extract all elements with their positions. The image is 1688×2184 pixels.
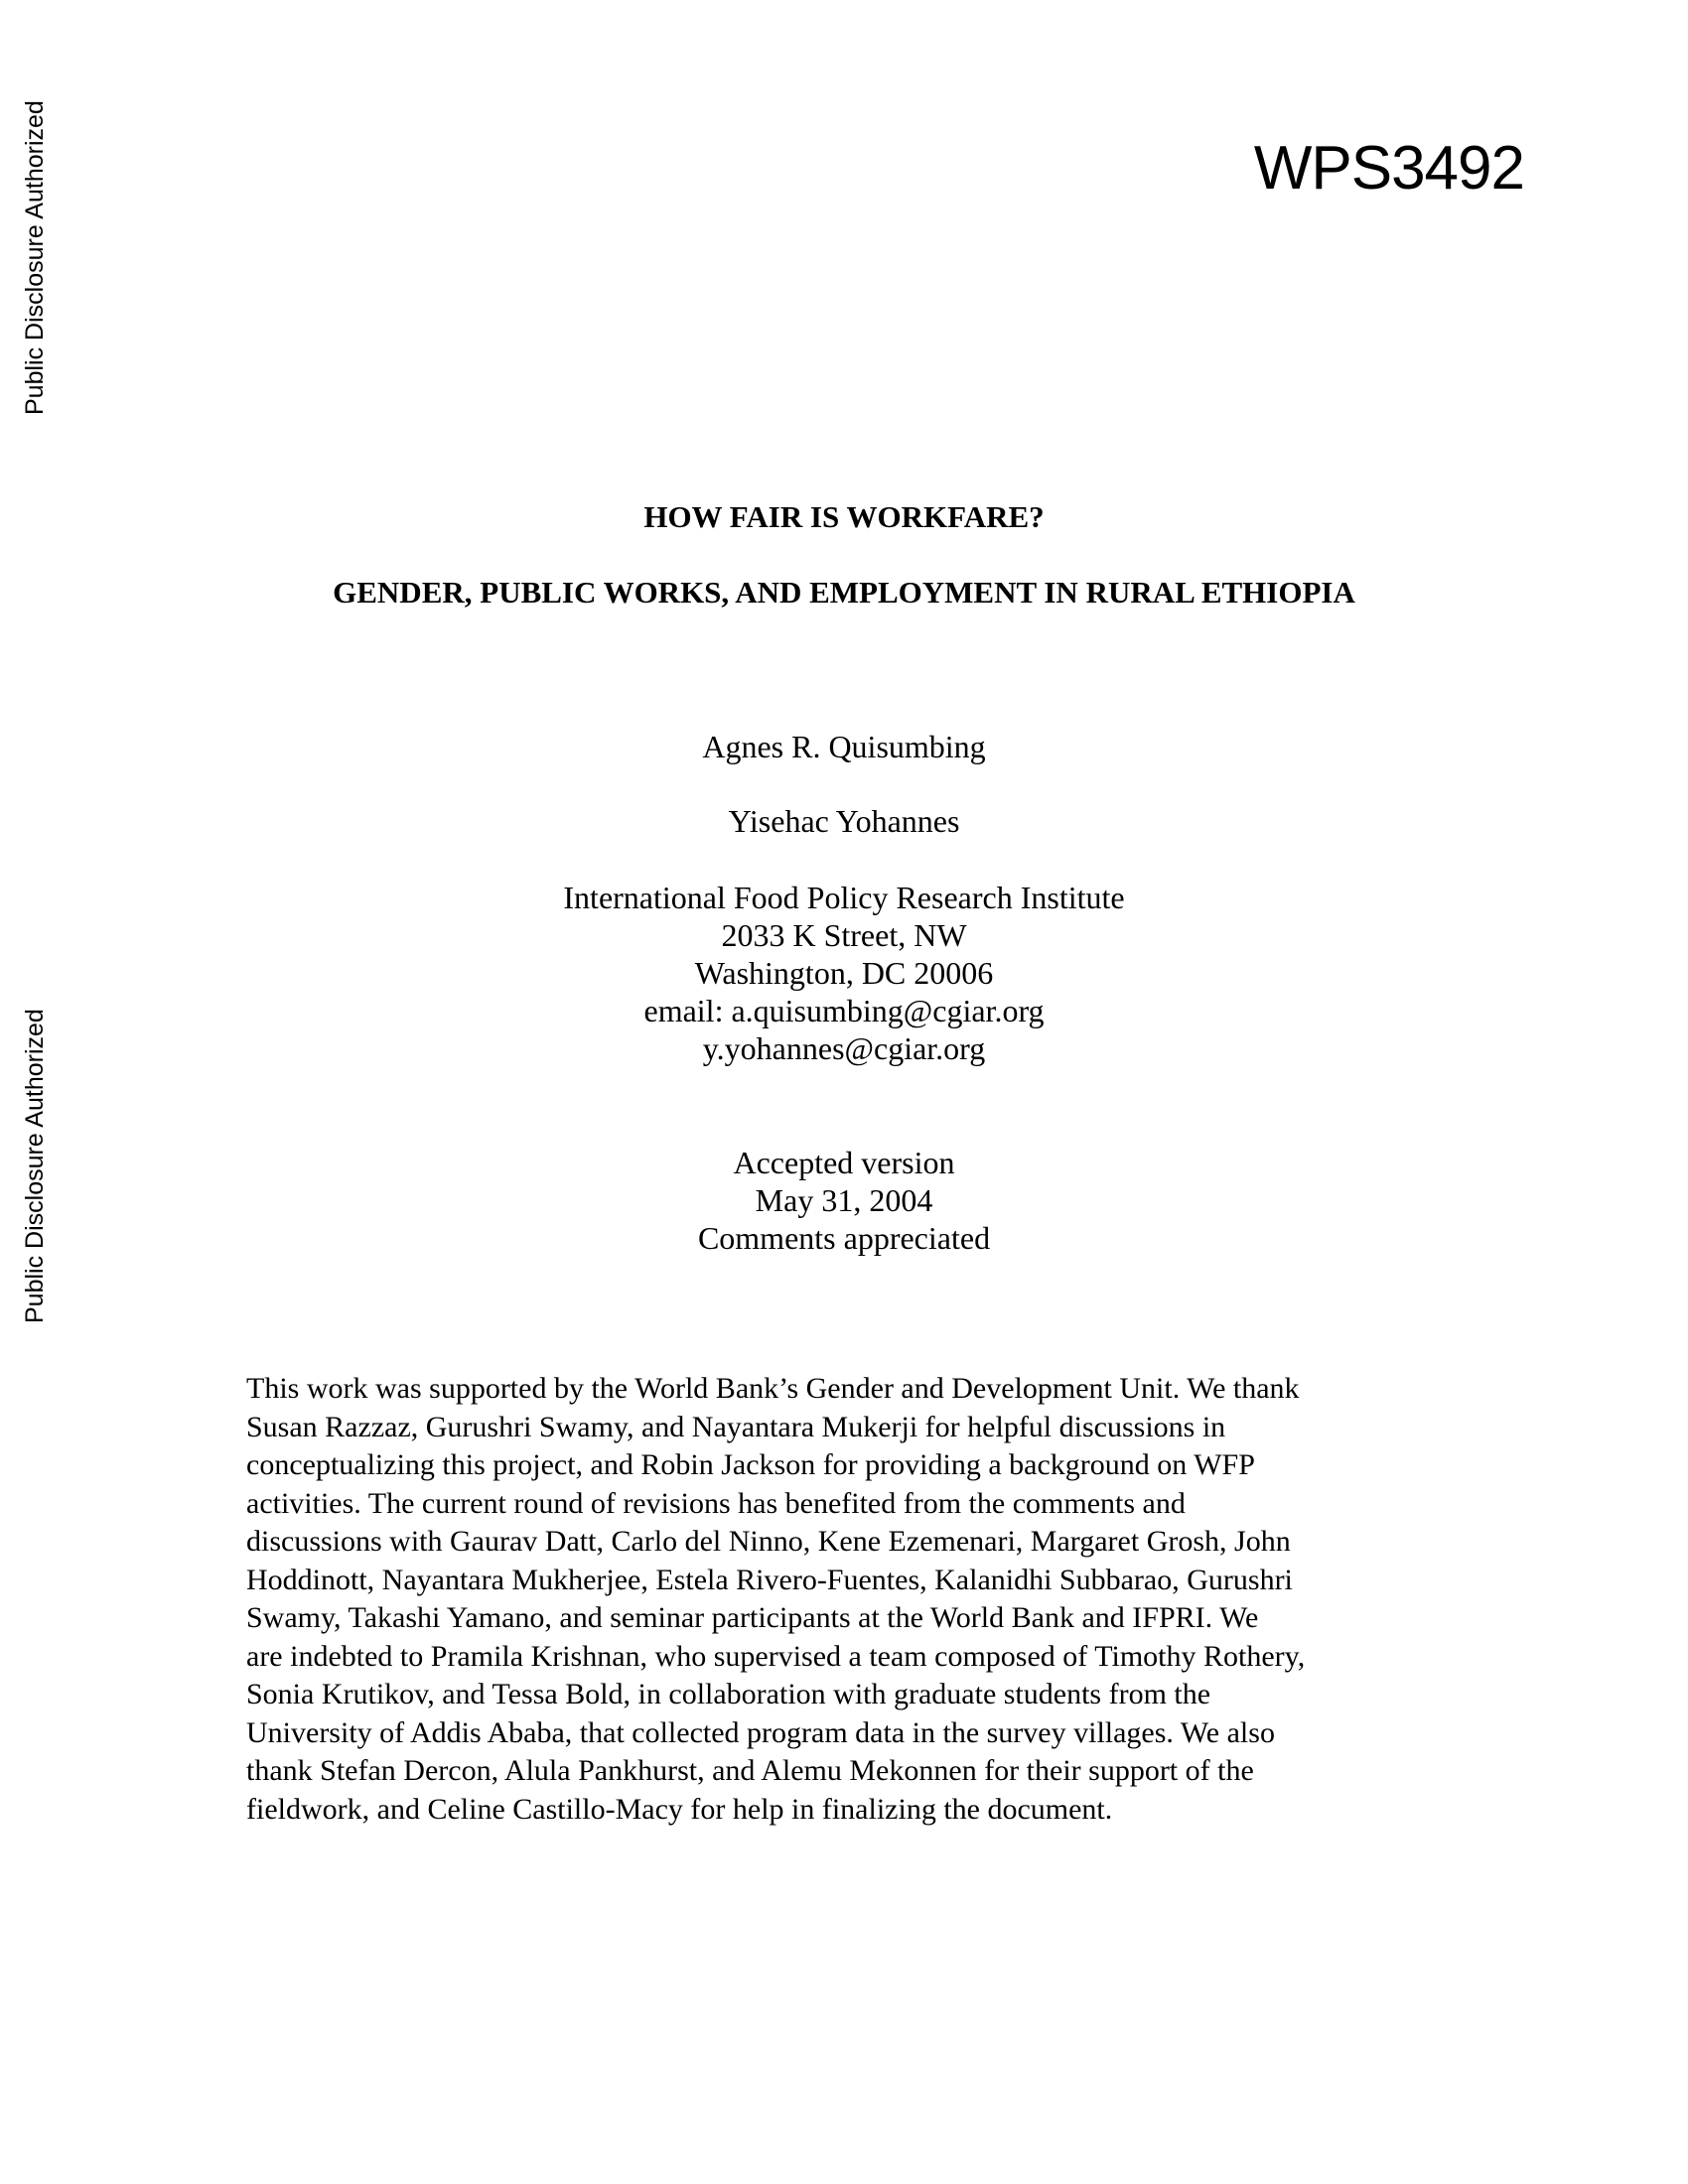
disclosure-stamp-top: Public Disclosure Authorized (21, 100, 49, 415)
version-status: Accepted version (733, 1145, 955, 1180)
paper-subtitle: GENDER, PUBLIC WORKS, AND EMPLOYMENT IN RURAL ETHIOPIA (333, 575, 1355, 610)
paper-title: HOW FAIR IS WORKFARE? (643, 499, 1045, 534)
email-primary: email: a.quisumbing@cgiar.org (643, 993, 1045, 1028)
acknowledgement-line: Swamy, Takashi Yamano, and seminar participants at the World Bank and IFPRI. We (246, 1601, 1259, 1634)
acknowledgement-line: University of Addis Ababa, that collected program data in the survey villages. We also (246, 1715, 1275, 1749)
acknowledgement-line: Sonia Krutikov, and Tessa Bold, in collaboration with graduate students from the (246, 1678, 1211, 1710)
acknowledgement-line: activities. The current round of revisions has benefited from the comments and (246, 1486, 1186, 1520)
institution-name: International Food Policy Research Institute (563, 880, 1125, 915)
acknowledgement-paragraph (246, 1370, 1468, 1829)
acknowledgement-line: conceptualizing this project, and Robin Jackson for providing a background on WFP (246, 1448, 1255, 1481)
acknowledgement-line: Susan Razzaz, Gurushri Swamy, and Nayantara Mukerji for helpful discussions in (246, 1410, 1226, 1443)
author-name: Yisehac Yohannes (728, 803, 960, 839)
acknowledgement-line: fieldwork, and Celine Castillo-Macy for help in finalizing the document. (246, 1792, 1113, 1826)
street-address: 2033 K Street, NW (721, 917, 967, 953)
author-name: Agnes R. Quisumbing (702, 729, 986, 764)
disclosure-stamp-middle: Public Disclosure Authorized (21, 1009, 49, 1323)
acknowledgement-line: thank Stefan Dercon, Alula Pankhurst, and Alemu Mekonnen for their support of the (246, 1754, 1254, 1787)
version-date: May 31, 2004 (755, 1182, 933, 1218)
acknowledgement-line: discussions with Gaurav Datt, Carlo del Ninno, Kene Ezemenari, Margaret Grosh, John (246, 1525, 1291, 1558)
version-block (0, 1144, 1688, 1257)
acknowledgement-line: are indebted to Pramila Krishnan, who supervised a team composed of Timothy Rothery, (246, 1639, 1306, 1673)
report-number: WPS3492 (1253, 134, 1524, 203)
acknowledgement-line: Hoddinott, Nayantara Mukherjee, Estela Rivero-Fuentes, Kalanidhi Subbarao, Gurushri (246, 1563, 1293, 1596)
version-note: Comments appreciated (697, 1220, 991, 1256)
email-secondary: y.yohannes@cgiar.org (702, 1030, 986, 1066)
acknowledgement-line: This work was supported by the World Bank’s Gender and Development Unit. We thank (246, 1372, 1300, 1405)
city-address: Washington, DC 20006 (694, 955, 994, 991)
affiliation-block (0, 879, 1688, 1067)
